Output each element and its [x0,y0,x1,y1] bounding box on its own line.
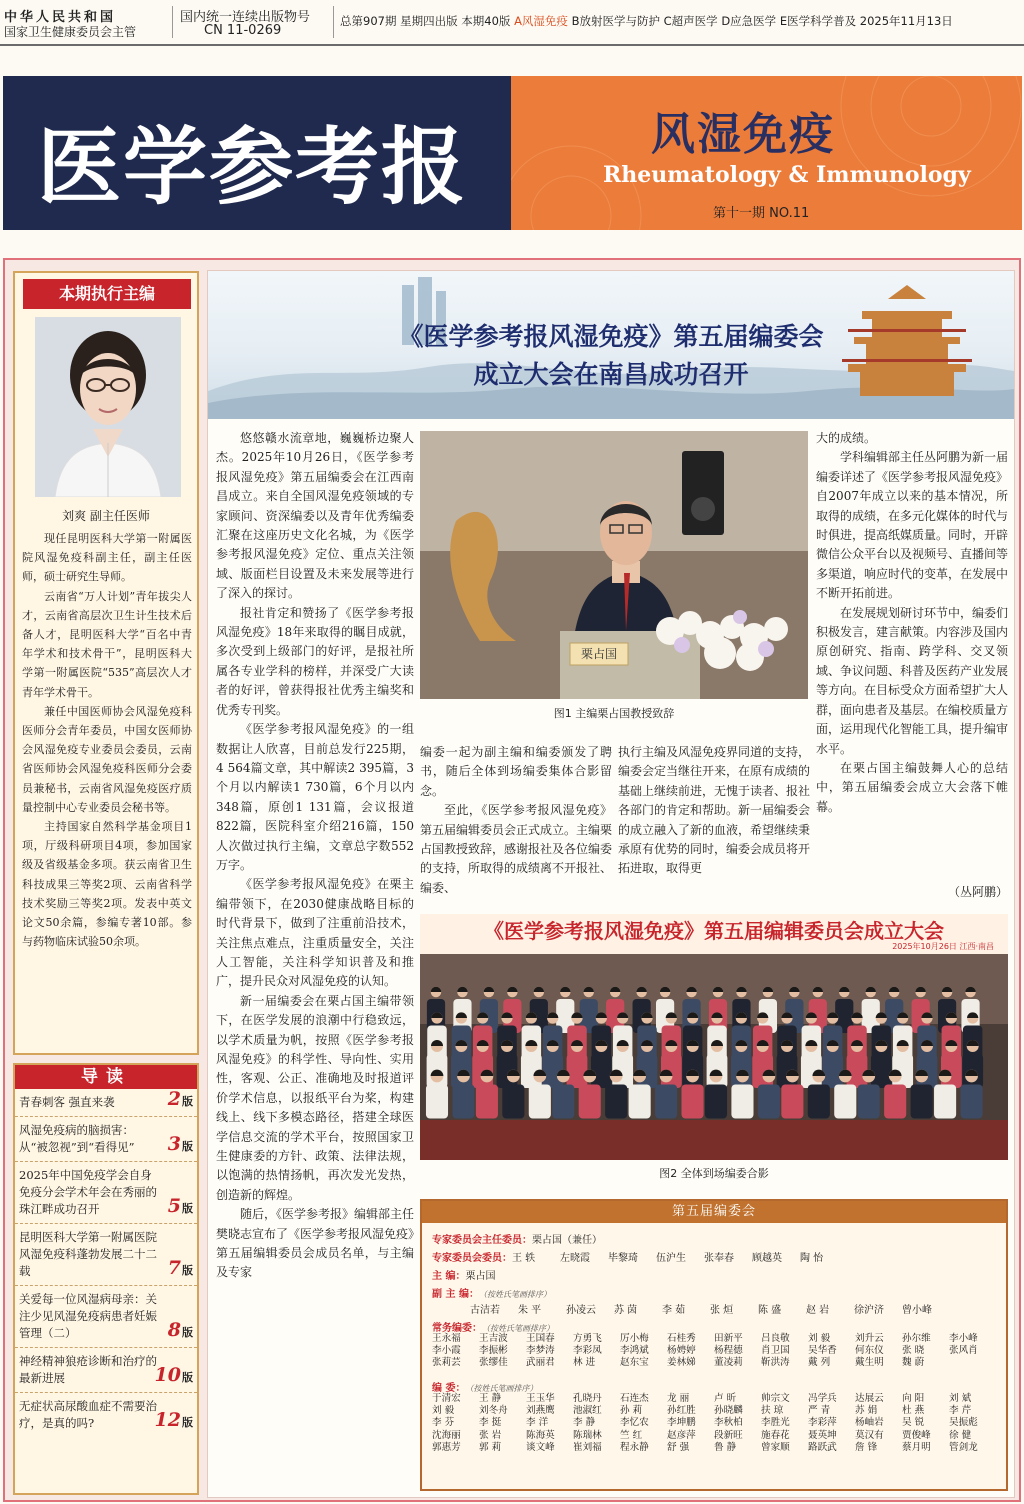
board-member-name: 吴华香 [808,1345,837,1357]
board-member-name: 李 芹 [949,1405,972,1417]
cn-label: 国内统一连续出版物号 [180,10,311,25]
toc-item[interactable] [15,1089,197,1117]
toc-page-number [167,1088,193,1110]
page-unit: 版 [182,1264,193,1277]
article-paragraph: 在发展规划研讨环节中，编委们积极发言，建言献策。内容涉及国内原创研究、指南、跨学科、交叉领域、争议问题、科普及医药产业发展等方向。在目标受众方面希望扩大人群，面向患者及基层。在编校质量方面，运用现代化智能工具，提升编审水平。 [816,605,1009,756]
toc-item-text: 2025年中国免疫学会自身免疫分会学术年会在秀丽的珠江畔成功召开 [19,1168,157,1216]
table-of-contents [13,1063,199,1495]
group-photo-banner-title: 《医学参考报风湿免疫》第五届编辑委员会成立大会 [420,914,1008,954]
board-member-name: 鲁 静 [714,1441,737,1453]
article-paragraph: 在栗占国主编鼓舞人心的总结中，第五届编委会成立大会落下帷幕。 [816,760,1008,814]
editor-caption: 刘爽 副主任医师 [62,509,150,523]
board-member-name: 李 芬 [432,1417,455,1429]
board-member-name: 卢 昕 [714,1393,737,1404]
section-title-english: Rheumatology & Immunology [603,162,971,188]
board-member-name: 何东仪 [855,1345,884,1357]
board-role-label: 主 编： [432,1271,466,1282]
board-member-name: 赵东宝 [620,1357,649,1369]
article-paragraph: 《医学参考报风湿免疫》的一组数据让人欣喜，目前总发行225期，4 564篇文章，其中解读2 395篇，3个月以内解读1 730篇，6个月以内348篇，原创1 131篇，会议报道822篇，医院科室介绍216篇，150人次做过执行主编，文章总字数552万字。 [216,722,414,872]
issue-info-pre: 总第907期 星期四出版 本期40版 [340,14,515,28]
board-member-name: 赵 岩 [806,1305,830,1316]
board-member-name: 陈海英 [526,1429,555,1441]
article-paragraph: 大的成绩。 [816,431,877,445]
board-member-name: 武丽君 [526,1357,555,1369]
board-member-name: 王吉波 [479,1333,508,1344]
sort-note: （按姓氏笔画排序） [465,1384,538,1393]
page-unit: 版 [182,1416,193,1429]
issue-info [340,13,953,29]
board-member-name: 戴生明 [855,1357,884,1369]
board-member-name: 路跃武 [808,1441,837,1453]
toc-item[interactable] [15,1393,197,1437]
toc-item-text: 无症状高尿酸血症不需要治疗，是真的吗? [19,1399,157,1430]
toc-page-number [154,1409,193,1431]
board-member-name: 王玉华 [526,1393,555,1404]
issue-number: 第十一期 NO.11 [713,206,810,221]
board-member-name: 张风肖 [949,1345,978,1357]
article-column-3 [618,743,810,879]
board-name-row [432,1345,996,1357]
board-member-name: 吴 锐 [902,1417,925,1429]
page-num: 10 [154,1364,181,1386]
board-member-name: 李小峰 [949,1333,978,1344]
board-member-name: 苏 娟 [855,1405,878,1417]
photo1-caption: 图1 主编栗占国教授致辞 [553,707,675,720]
board-member-name: 石桂秀 [667,1333,696,1344]
page-num: 8 [167,1319,181,1341]
board-member-name: 孙尔维 [902,1333,931,1344]
board-member-name: 张奉春 [704,1253,734,1264]
supervisor-line1: 中华人民共和国 [4,10,117,25]
toc-item[interactable] [15,1162,197,1224]
masthead-right [511,76,1022,230]
board-member-name: 古洁若 [470,1305,500,1316]
board-member-name: 帅宗文 [761,1393,790,1404]
board-member-name: 李 洋 [526,1417,549,1429]
toc-item-text: 青春刺客 强直来袭 [19,1095,115,1109]
supervisor-line2: 国家卫生健康委员会主管 [4,25,137,39]
page-unit: 版 [182,1202,193,1215]
board-member-name: 厉小梅 [620,1333,649,1344]
board-member-name: 吴振彪 [949,1417,978,1429]
board-role-label: 专家委员会主任委员： [432,1235,532,1246]
sort-note: （按姓氏笔画排序） [478,1290,551,1299]
board-member-name: 段新旺 [714,1429,743,1441]
board-member-name: 张莉芸 [432,1357,461,1369]
toc-item[interactable] [15,1224,197,1286]
board-member-name: 李坤鹏 [667,1417,696,1429]
bio-paragraph: 主持国家自然科学基金项目1项，厅级科研项目4项，参加国家级及省级基金多项。获云南省卫生科技成果三等奖2项、云南省科学技术奖励三等奖2项。发表中英文论文50余篇，参编专著10部。参与药物临床试验50余项。 [22,820,192,949]
board-member-name: 姜林娣 [667,1357,696,1369]
board-member-name: 程永静 [620,1441,649,1453]
toc-page-number [167,1133,193,1155]
board-role-label: 专家委员会委员： [432,1253,512,1264]
board-member-name: 杨岫岩 [855,1417,884,1429]
article-paragraph: 新一届编委会在栗占国主编带领下，在医学发展的浪潮中行稳致远，以学术质量为帆，按照《医学参考报风湿免疫》的科学性、导向性、实用性，客观、公正、准确地及时报道评价学术信息，以报纸平台为桨，构建线上、线下多模态路径，搭建全球医学信息交流的学术平台，按照国家卫生健康委的方针、政策、法律法规，以饱满的热情扬帆，再次发光发热，创造新的辉煌。 [216,993,414,1202]
board-member-name: 李鸿斌 [620,1345,649,1357]
board-member-name: 詹 锋 [855,1441,878,1453]
board-member-name: 李 静 [573,1417,596,1429]
article-column-1 [216,429,414,1283]
board-member-name: 石连杰 [620,1393,649,1404]
board-deputies-list [470,1301,950,1316]
page-unit: 版 [182,1095,193,1108]
board-member-name: 李 茹 [662,1305,686,1316]
board-member-name: 戴 列 [808,1357,831,1369]
board-member-name: 陶 怡 [800,1253,824,1264]
board-member-name: 龙 丽 [667,1393,690,1404]
board-member-name: 李秋柏 [714,1417,743,1429]
board-member-name: 池淑红 [573,1405,602,1417]
page-num: 7 [167,1257,181,1279]
article-paragraph: 悠悠赣水流章地，巍巍桥边聚人杰。2025年10月26日，《医学参考报风湿免疫》第五届编委会在江西南昌成立。来自全国风湿免疫领域的专家顾问、资深编委以及青年优秀编委汇聚在这座历史文化名城，为《医学参考报风湿免疫》定位、重点关注领域、版面栏目设置及未来发展等进行了深入的探讨。 [216,431,414,601]
board-member-name: 陈瑞林 [573,1429,602,1441]
board-member-name: 赵彦萍 [667,1429,696,1441]
article-headline-line2: 成立大会在南昌成功召开 [473,360,749,389]
board-name-row [432,1417,996,1429]
article-paragraph: 随后，《医学参考报》编辑部主任樊晓志宣布了《医学参考报风湿免疫》第五届编辑委员会成员名单，与主编及专家 [216,1207,415,1280]
board-members-list [512,1249,824,1264]
board-role-label: 副 主 编： [432,1289,479,1300]
page-num: 3 [167,1133,181,1155]
board-member-name: 管剑龙 [949,1441,978,1453]
main-article-area [207,270,1015,1498]
board-member-name: 林 进 [573,1357,596,1369]
chief-editor-speech-photo [420,431,808,699]
toc-item[interactable] [15,1348,197,1393]
board-member-name: 达展云 [855,1393,884,1404]
board-member-name: 吕良敬 [761,1333,790,1344]
toc-page-number [154,1364,193,1386]
board-member-name: 毕黎琦 [608,1253,638,1264]
board-name-row [432,1442,996,1454]
board-member-name: 沈海丽 [432,1429,461,1441]
bio-paragraph: 云南省“万人计划”青年拔尖人才，云南省高层次卫生计生技术后备人才，昆明医科大学“百名中青年学术和技术骨干”，昆明医科大学第一附属医院“535”高层次人才青年学术骨干。 [22,589,192,699]
article-paragraph: 执行主编及风湿免疫界同道的支持，编委会定当继往开来，在原有成绩的基础上继续前进，无愧于读者、报社各部门的肯定和帮助。新一届编委会的成立融入了新的血液，希望继续秉承原有优势的同时，编委会成员将开拓进取，取得更 [618,745,811,876]
toc-page-number [167,1319,193,1341]
board-member-name: 左晓霞 [560,1253,590,1264]
board-member-name: 郭 莉 [479,1441,502,1453]
header-rule [0,44,1024,46]
board-member-name: 张缪佳 [479,1357,508,1369]
board-member-name: 顾越英 [752,1253,782,1264]
board-role-label: 编 委： [432,1383,466,1394]
page-num: 5 [167,1195,181,1217]
board-member-name: 贾俊峰 [902,1429,931,1441]
board-name-row [432,1430,996,1442]
board-standing-line [432,1319,554,1334]
board-member-name: 靳洪涛 [761,1357,790,1369]
board-member-name: 莫汉有 [855,1429,884,1441]
board-member-name: 聂英坤 [808,1429,837,1441]
board-member-name: 李忆农 [620,1417,649,1429]
board-standing-grid [432,1333,996,1370]
issue-info-post: B放射医学与防护 C超声医学 D应急医学 E医学科学普及 2025年11月13日 [567,14,953,28]
headline-banner [208,271,1014,419]
editor-portrait-image [35,317,181,497]
board-member-name: 王永福 [432,1333,461,1344]
board-member-name: 竺 红 [620,1429,643,1441]
board-member-name: 刘 斌 [949,1393,972,1404]
board-member-name: 于清宏 [432,1393,461,1404]
board-member-name: 孙红胜 [667,1405,696,1417]
toc-item[interactable] [15,1117,197,1162]
board-member-name: 伍沪生 [656,1253,686,1264]
toc-item[interactable] [15,1286,197,1348]
board-member-name: 向 阳 [902,1393,925,1404]
board-member-name: 王国春 [526,1333,555,1344]
sort-note: （按姓氏笔画排序） [482,1324,554,1333]
board-member-name: 蔡月明 [902,1441,931,1453]
toc-item-text: 昆明医科大学第一附属医院风湿免疫科蓬勃发展二十二载 [19,1230,157,1278]
board-chair-line [432,1231,602,1246]
board-member-name: 肖卫国 [761,1345,790,1357]
board-member-name: 扶 琼 [761,1405,784,1417]
board-member-name: 孙晓麟 [714,1405,743,1417]
article-column-2 [420,743,612,898]
board-member-name: 曾家顺 [761,1441,790,1453]
group-photo-banner-date: 2025年10月26日 江西·南昌 [892,942,994,951]
page-num: 2 [167,1088,181,1110]
board-member-name: 冯学兵 [808,1393,837,1404]
section-title: 风湿免疫 [651,109,835,160]
top-strip [0,0,1024,44]
board-member-name: 张 岩 [479,1429,502,1441]
toc-page-number [167,1257,193,1279]
board-member-name: 刘冬舟 [479,1405,508,1417]
board-member-name: 田新平 [714,1333,743,1344]
board-member-name: 郭惠芳 [432,1441,461,1453]
article-column-4 [816,429,1008,817]
board-member-name: 苏 茵 [614,1305,638,1316]
board-member-name: 杨娉婷 [667,1345,696,1357]
board-member-name: 李彩凤 [573,1345,602,1357]
executive-editor-box [13,271,199,1055]
editorial-board-box [420,1199,1008,1491]
board-member-name: 李彩萍 [808,1417,837,1429]
board-member-name: 曾小峰 [902,1305,932,1316]
board-member-name: 董凌莉 [714,1357,743,1369]
page-unit: 版 [182,1371,193,1384]
toc-item-text: 关爱每一位风湿病母亲：关注少见风湿免疫病患者妊娠管理（二） [19,1292,157,1340]
board-member-name: 谈文峰 [526,1441,555,1453]
group-photo [420,914,1008,1160]
article-paragraph: 至此，《医学参考报风湿免疫》第五届编辑委员会正式成立。主编栗占国教授致辞，感谢报社及各位编委的支持，所取得的成绩离不开报社、编委、 [420,803,613,895]
issue-info-current-section: A风湿免疫 [514,14,568,28]
toc-title: 导读 [15,1065,197,1089]
board-member-name: 张 晓 [902,1345,925,1357]
divider [172,6,173,38]
board-member-name: 刘燕鹰 [526,1405,555,1417]
board-member-name: 徐 健 [949,1429,972,1441]
speaker-nameplate: 栗占国 [580,647,617,661]
article-paragraph: 编委一起为副主编和编委颁发了聘书，随后全体到场编委集体合影留念。 [420,745,612,798]
board-member-name: 李振彬 [479,1345,508,1357]
board-member-name: 李胜光 [761,1417,790,1429]
toc-item-text: 风湿免疫病的脑损害：从“被忽视”到“看得见” [19,1123,135,1154]
toc-page-number [167,1195,193,1217]
board-member-name: 李 挺 [479,1417,502,1429]
board-member-name: 李小霞 [432,1345,461,1357]
board-member-name: 徐沪济 [854,1305,884,1316]
page-unit: 版 [182,1326,193,1339]
bio-paragraph: 现任昆明医科大学第一附属医院风湿免疫科副主任，副主任医师，硕士研究生导师。 [22,532,192,584]
board-member-name: 陈 盛 [758,1305,782,1316]
article-paragraph: 报社肯定和赞扬了《医学参考报风湿免疫》18年来取得的瞩目成就，多次受到上级部门的好评，是报社所属各专业学科的榜样，并深受广大读者的好评，曾获得报社优秀主编奖和优秀专刊奖。 [216,605,414,717]
board-member-name: 王 轶 [512,1253,536,1264]
article-paragraph: 《医学参考报风湿免疫》在栗主编带领下，在2030健康战略目标的时代背景下，做到了注重前沿技术，关注焦点难点，注重质量安全，关注人工智能，关注科学知识普及和推广，提升民众对风湿免疫的认知。 [216,877,414,989]
board-name-row [432,1393,996,1405]
editor-biography [22,529,192,951]
bio-paragraph: 兼任中国医师协会风湿免疫科医师分会青年委员，中国女医师协会风湿免疫专业委员会委员，云南省医师协会风湿免疫科医师分会委员兼秘书，云南省风湿免疫医疗质量控制中心专业委员会秘书等。 [22,704,192,814]
newspaper-title: 医学参考报 [37,117,468,216]
board-member-name: 崔刘福 [573,1441,602,1453]
board-member-name: 杜 燕 [902,1405,925,1417]
board-member-name: 施春花 [761,1429,790,1441]
board-member-name: 李梦涛 [526,1345,555,1357]
board-member-name: 王 静 [479,1393,502,1404]
page-unit: 版 [182,1140,193,1153]
board-member-name: 孔晓丹 [573,1393,602,1404]
board-name-row [432,1405,996,1417]
executive-editor-tag: 本期执行主编 [23,279,191,309]
board-member-name: 杨程德 [714,1345,743,1357]
board-name-row [432,1333,996,1345]
divider [333,6,334,38]
board-member-name: 方勇飞 [573,1333,602,1344]
board-members-line [432,1249,824,1264]
cn-number: CN 11-0269 [204,23,282,38]
board-member-name: 刘 毅 [808,1333,831,1344]
board-member-name: 孙 莉 [620,1405,643,1417]
board-member-name: 刘升云 [855,1333,884,1344]
board-chief-name: 栗占国 [465,1271,496,1282]
article-headline-line1: 《医学参考报风湿免疫》第五届编委会 [398,322,824,351]
board-member-name: 严 青 [808,1405,831,1417]
board-deputy-line [432,1285,551,1300]
board-member-name: 张 烜 [710,1305,734,1316]
board-editors-line [432,1379,537,1394]
board-chief-line [432,1267,495,1282]
board-name-row [432,1357,996,1369]
board-member-name: 孙凌云 [566,1305,596,1316]
masthead-left [3,76,511,230]
page-num: 12 [154,1409,181,1431]
article-author: （丛阿鹏） [947,885,1008,899]
photo2-caption: 图2 全体到场编委合影 [659,1167,769,1180]
board-member-name: 魏 蔚 [902,1357,925,1369]
board-role-label: 常务编委： [432,1323,482,1334]
board-title: 第五届编委会 [422,1201,1006,1223]
article-paragraph: 学科编辑部主任丛阿鹏为新一届编委详述了《医学参考报风湿免疫》自2007年成立以来的基本情况，所取得的成绩，在多元化媒体的时代与时俱进，提高纸媒质量。同时，开辟微信公众平台以及视频号、直播间等多渠道，响应时代的变革，在发展中不断开拓前进。 [816,450,1009,601]
board-editors-grid [432,1393,996,1454]
board-member-name: 舒 强 [667,1441,690,1453]
board-member-name: 朱 平 [518,1305,542,1316]
board-member-name: 刘 毅 [432,1405,455,1417]
toc-item-text: 神经精神狼疮诊断和治疗的最新进展 [19,1354,157,1385]
board-chair-name: 栗占国（兼任） [532,1235,602,1246]
